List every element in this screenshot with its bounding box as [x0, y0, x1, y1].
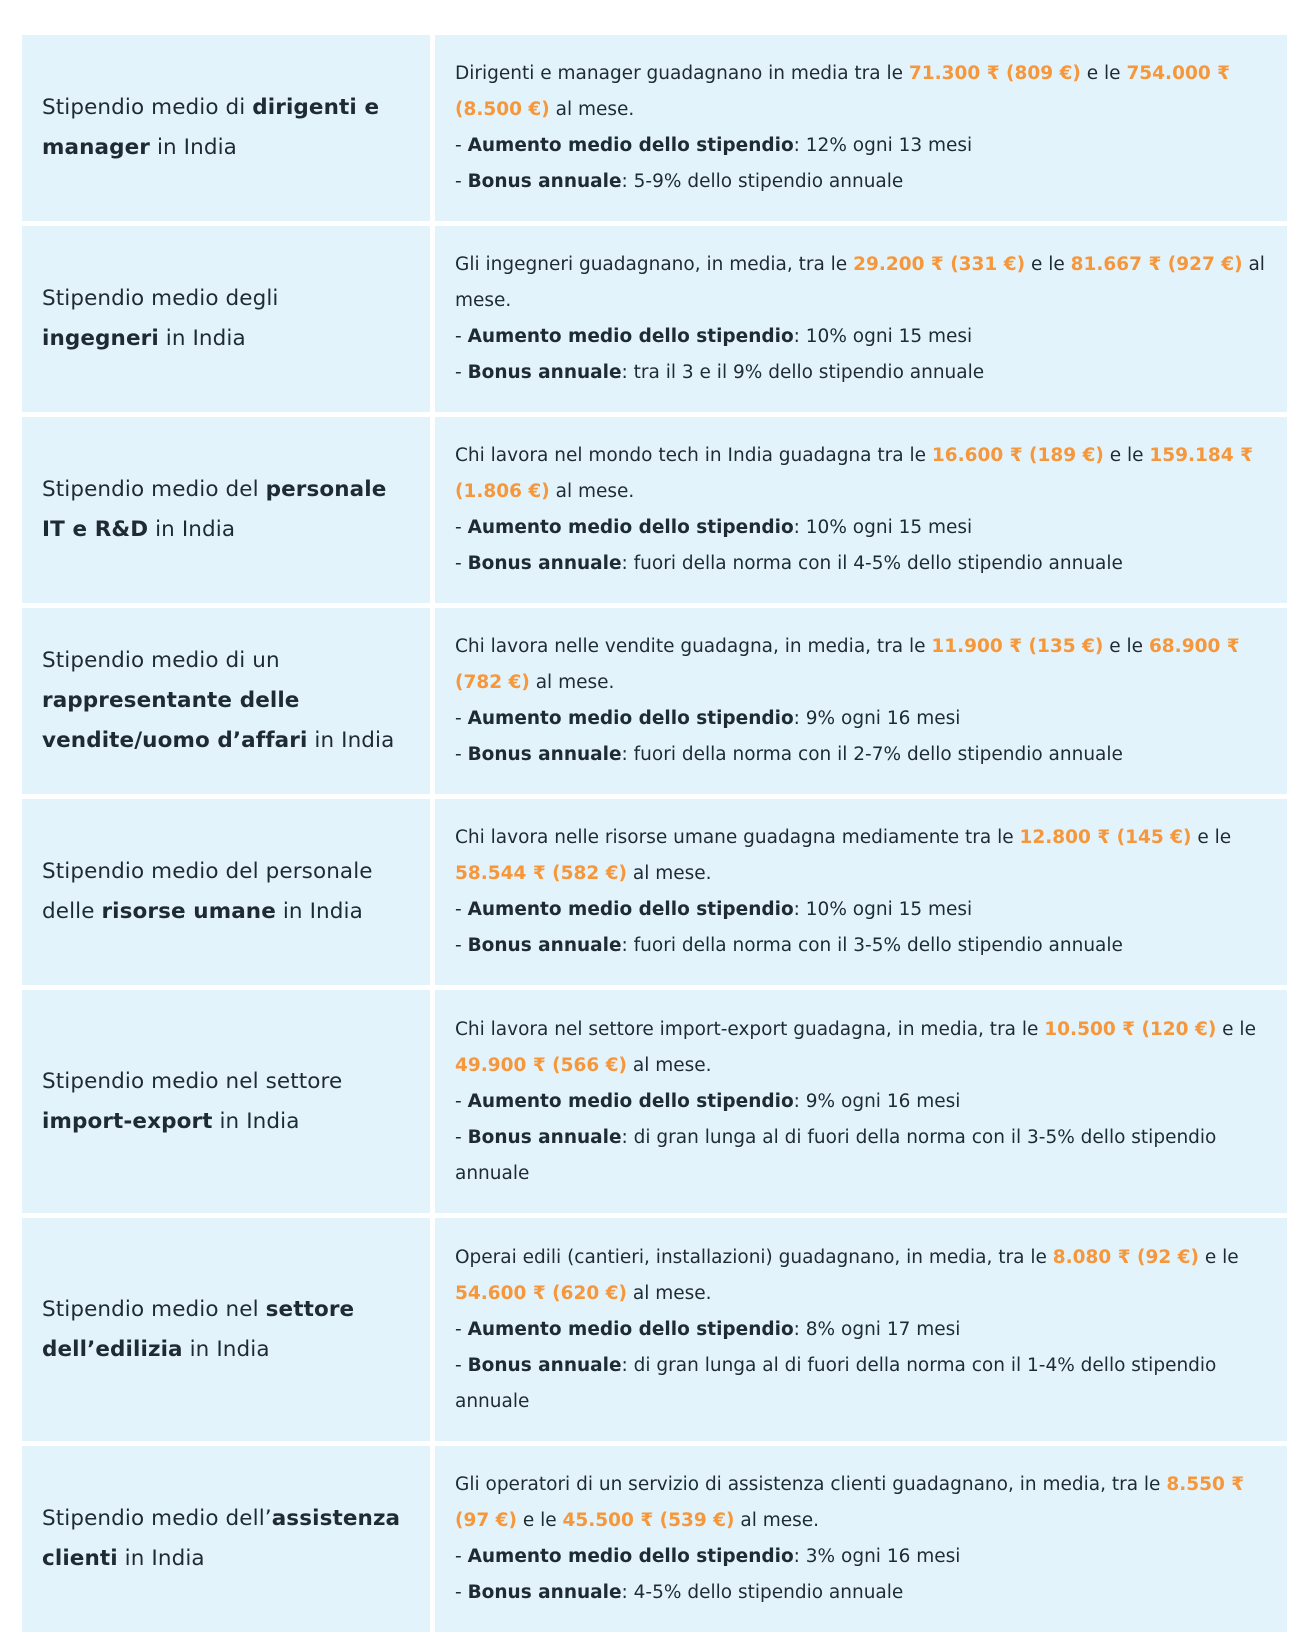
title-text: in India	[117, 1546, 205, 1571]
row-description	[435, 417, 1287, 603]
salary-min: 71.300 ₹ (809 €)	[908, 63, 1081, 84]
salary-max: 81.667 ₹ (927 €)	[1070, 254, 1243, 275]
salary-max: 49.900 ₹ (566 €)	[455, 1054, 627, 1076]
salary-range: Chi lavora nel mondo tech in India guadagna tra le 16.600 ₹ (189 €) e le 159.184 ₹ (1.806 €) al mese.	[455, 445, 1253, 502]
salary-increase: - Aumento medio dello stipendio: 9% ogni 16 mesi	[455, 708, 961, 729]
salary-min: 29.200 ₹ (331 €)	[853, 254, 1026, 275]
title-text: Stipendio medio del	[42, 477, 266, 502]
title-text: in India	[275, 899, 363, 924]
row-title	[22, 226, 430, 412]
salary-min: 12.800 ₹ (145 €)	[1019, 827, 1192, 848]
title-bold: settore dell’edilizia	[42, 1296, 355, 1362]
salary-max: 754.000 ₹ (8.500 €)	[455, 63, 1231, 120]
row-title	[22, 35, 430, 221]
row-description	[435, 799, 1287, 985]
row-title	[22, 799, 430, 985]
salary-increase: - Aumento medio dello stipendio: 8% ogni 17 mesi	[455, 1318, 961, 1340]
row-description	[435, 226, 1287, 412]
annual-bonus: - Bonus annuale: 4-5% dello stipendio annuale	[455, 1582, 904, 1603]
title-bold: import-export	[42, 1108, 213, 1134]
salary-range: Gli ingegneri guadagnano, in media, tra le 29.200 ₹ (331 €) e le 81.667 ₹ (927 €) al mese.	[455, 254, 1265, 311]
title-bold: ingegneri	[42, 326, 159, 351]
annual-bonus: - Bonus annuale: 5-9% dello stipendio annuale	[455, 171, 904, 192]
annual-bonus: - Bonus annuale: di gran lunga al di fuori della norma con il 3-5% dello stipendio annuale	[455, 1126, 1217, 1184]
row-title	[22, 990, 430, 1213]
row-description	[435, 1446, 1287, 1632]
title-text: Stipendio medio dell’	[42, 1506, 272, 1531]
annual-bonus: - Bonus annuale: di gran lunga al di fuori della norma con il 1-4% dello stipendio annuale	[455, 1354, 1217, 1412]
title-bold: personale IT e R&D	[42, 477, 387, 542]
title-text: Stipendio medio nel	[42, 1296, 266, 1322]
salary-min: 8.550 ₹ (97 €)	[455, 1474, 1245, 1531]
title-text: Stipendio medio di	[42, 95, 253, 120]
row-description	[435, 1218, 1287, 1441]
title-text: Stipendio medio di un	[42, 648, 280, 673]
title-text: Stipendio medio nel settore	[42, 1068, 343, 1094]
salary-min: 10.500 ₹ (120 €)	[1044, 1018, 1217, 1040]
salary-max: 68.900 ₹ (782 €)	[455, 636, 1240, 693]
row-description	[435, 608, 1287, 794]
row-description	[435, 35, 1287, 221]
title-bold: assistenza clienti	[42, 1506, 401, 1571]
salary-min: 11.900 ₹ (135 €)	[931, 636, 1104, 657]
salary-increase: - Aumento medio dello stipendio: 10% ogni 15 mesi	[455, 517, 973, 538]
salary-max: 58.544 ₹ (582 €)	[455, 863, 627, 884]
salary-range: Gli operatori di un servizio di assistenza clienti guadagnano, in media, tra le 8.550 ₹ (97 €) e le 45.500 ₹ (539 €) al mese.	[455, 1474, 1245, 1531]
title-text: in India	[158, 326, 246, 351]
salary-min: 16.600 ₹ (189 €)	[931, 445, 1104, 466]
salary-range: Chi lavora nelle risorse umane guadagna mediamente tra le 12.800 ₹ (145 €) e le 58.544 ₹ (582 €) al mese.	[455, 827, 1232, 884]
salary-increase: - Aumento medio dello stipendio: 12% ogni 13 mesi	[455, 135, 973, 156]
salary-table	[22, 35, 1282, 1632]
salary-max: 45.500 ₹ (539 €)	[562, 1510, 735, 1531]
annual-bonus: - Bonus annuale: fuori della norma con il 2-7% dello stipendio annuale	[455, 744, 1123, 765]
annual-bonus: - Bonus annuale: fuori della norma con il 3-5% dello stipendio annuale	[455, 935, 1123, 956]
title-text: in India	[150, 135, 237, 160]
annual-bonus: - Bonus annuale: fuori della norma con il 4-5% dello stipendio annuale	[455, 553, 1123, 574]
title-text: in India	[148, 517, 236, 542]
salary-range: Operai edili (cantieri, installazioni) guadagnano, in media, tra le 8.080 ₹ (92 €) e le 54.600 ₹ (620 €) al mese.	[455, 1246, 1239, 1304]
salary-increase: - Aumento medio dello stipendio: 9% ogni 16 mesi	[455, 1090, 961, 1112]
title-bold: rappresentante delle vendite/uomo d’affari	[42, 688, 308, 753]
salary-min: 8.080 ₹ (92 €)	[1052, 1246, 1200, 1268]
title-text: in India	[182, 1336, 270, 1362]
salary-max: 54.600 ₹ (620 €)	[455, 1282, 627, 1304]
salary-max: 159.184 ₹ (1.806 €)	[455, 445, 1253, 502]
salary-increase: - Aumento medio dello stipendio: 10% ogni 15 mesi	[455, 899, 973, 920]
row-title	[22, 608, 430, 794]
salary-range: Chi lavora nelle vendite guadagna, in media, tra le 11.900 ₹ (135 €) e le 68.900 ₹ (782 €) al mese.	[455, 636, 1240, 693]
row-title	[22, 1446, 430, 1632]
annual-bonus: - Bonus annuale: tra il 3 e il 9% dello stipendio annuale	[455, 362, 985, 383]
title-text: in India	[307, 728, 395, 753]
title-text: Stipendio medio del personale delle	[42, 859, 373, 924]
row-description	[435, 990, 1287, 1213]
row-title	[22, 1218, 430, 1441]
salary-increase: - Aumento medio dello stipendio: 3% ogni 16 mesi	[455, 1546, 961, 1567]
row-title	[22, 417, 430, 603]
title-text: in India	[212, 1108, 300, 1134]
salary-range: Chi lavora nel settore import-export guadagna, in media, tra le 10.500 ₹ (120 €) e le 49.900 ₹ (566 €) al mese.	[455, 1018, 1256, 1076]
title-bold: risorse umane	[101, 899, 276, 924]
title-text: Stipendio medio degli	[42, 286, 279, 311]
salary-range: Dirigenti e manager guadagnano in media tra le 71.300 ₹ (809 €) e le 754.000 ₹ (8.500 €) al mese.	[455, 63, 1231, 120]
salary-increase: - Aumento medio dello stipendio: 10% ogni 15 mesi	[455, 326, 973, 347]
title-bold: dirigenti e manager	[42, 95, 380, 160]
